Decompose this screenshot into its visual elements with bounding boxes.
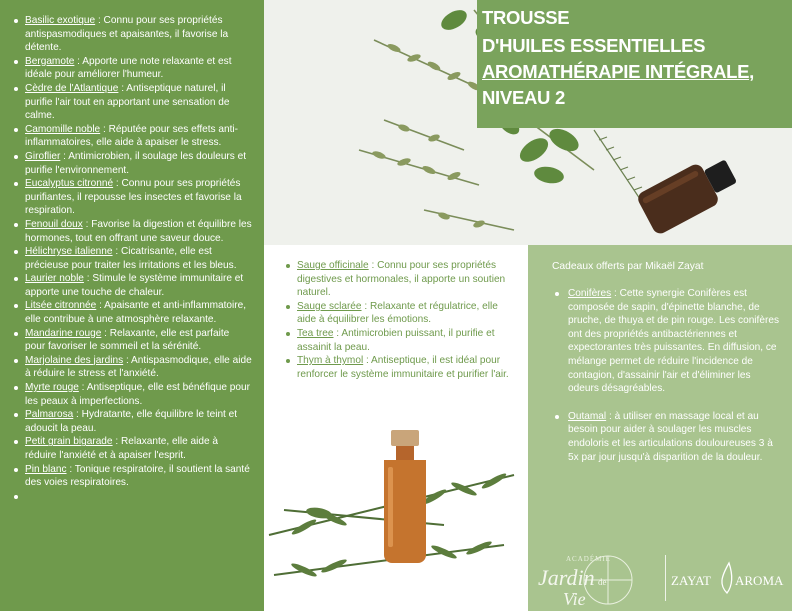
title-line-2: D'HUILES ESSENTIELLES [482,35,706,56]
oil-item [25,408,252,435]
oil-item-name[interactable]: Hélichryse italienne [25,246,113,258]
title-box [477,0,792,128]
oil-item-name[interactable]: Thym à thymol [297,355,364,367]
oil-item [25,354,252,381]
oil-item-name[interactable]: Camomille noble [25,123,101,135]
svg-text:AROMA: AROMA [735,573,784,588]
gift-item-name[interactable]: Conifères [568,288,612,299]
logo-divider [665,555,666,601]
oil-item-name[interactable]: Sauge sclarée [297,300,362,312]
oil-item-name[interactable]: Pin blanc [25,463,67,475]
svg-text:de: de [598,577,607,587]
oil-item-desc: : Antimicrobien puissant, il purifie et assainit la peau. [297,327,495,353]
oil-list [0,0,264,490]
gift-list [568,287,784,464]
oil-item-desc: : Apaisante et anti-inflammatoire, elle contribue à une atmosphère relaxante. [25,300,247,326]
oil-item-desc: : Antiseptique naturel, il purifie l'air tout en apportant une sensation de calme. [25,82,230,122]
oil-item-name[interactable]: Cèdre de l'Atlantique [25,82,119,94]
oil-item-desc: : Favorise la digestion et équilibre les hormones, tout en offrant une saveur douce. [25,218,252,244]
oil-item-desc: : Hydratante, elle équilibre le teint et adoucit la peau. [25,409,238,434]
gift-heading: Cadeaux offerts par Mikaël Zayat [552,261,704,272]
oil-item [25,299,252,326]
oil-item-name[interactable]: Petit grain bigarade [25,436,113,448]
oil-item-name[interactable]: Giroflier [25,150,61,162]
oil-item-name[interactable]: Basilic exotique [25,15,96,26]
oil-item-desc: : Connu pour ses propriétés purifiantes, il repousse les insectes et favorise la respiration. [25,178,242,217]
middle-panel [264,245,528,611]
gift-item-desc: : à utiliser en massage local et au besoin pour aider à soulager les muscles endoloris et les articulations douloureuses 3 à 5x par jour jusqu'à disparition de la douleur. [568,410,773,463]
oil-item-desc: : Relaxante et régulatrice, elle aide à équilibrer les émotions. [297,300,498,326]
oil-item-desc: : Antiseptique, elle est bénéfique pour les peaux à imperfections. [25,382,251,407]
oil-item [25,150,252,177]
oil-item [25,463,252,490]
oil-item-desc: : Cicatrisante, elle est précieuse pour traiter les irritations et les bleus. [25,246,237,271]
oil-item-name[interactable]: Litsée citronnée [25,300,97,312]
gift-item-desc: : Cette synergie Conifères est composée de sapin, d'épinette blanche, de pruche, de thuya et de pin rouge. Les conifères ont des propriétés antibactériennes et expectorantes très puissantes. En diffusion, ce mélange permet de réduire l'incidence de contagion, d'assainir l'air et d'éliminer les odeurs désagréables. [568,288,779,395]
oil-item-desc: : Apporte une note relaxante et est idéale pour améliorer l'humeur. [25,55,232,81]
title-line-4: NIVEAU 2 [482,87,565,108]
oil-item [25,55,252,82]
oil-item-desc: : Stimule le système immunitaire et apporte une touche de chaleur. [25,273,244,298]
oil-item [297,300,510,327]
oil-item-desc: : Réputée pour ses effets anti-inflammatoires, elle aide à apaiser le stress. [25,123,239,149]
gift-item [568,287,784,396]
oil-item-desc: : Connu pour ses propriétés digestives et hormonales, il apporte un soutien naturel. [297,260,506,299]
oil-item [25,381,252,408]
oil-item-name[interactable]: Laurier noble [25,273,84,285]
oil-item-name[interactable]: Tea tree [297,327,334,339]
oil-item [25,218,252,245]
oil-item [25,123,252,150]
svg-text:ACADÉMIE: ACADÉMIE [566,555,611,563]
svg-text:ZAYAT: ZAYAT [671,573,711,588]
svg-text:Jardin: Jardin [538,565,595,590]
oil-item [25,272,252,299]
oil-item-name[interactable]: Sauge officinale [297,260,369,271]
oil-item [25,435,252,462]
oil-item-desc: : Tonique respiratoire, il soutient la santé des voies respiratoires. [25,463,250,489]
oil-item-desc: : Connu pour ses propriétés antispasmodiques et apaisantes, il favorise la détente. [25,15,229,54]
title-line-1: TROUSSE [482,7,570,28]
oil-item [297,354,510,381]
oil-item-name[interactable]: Myrte rouge [25,382,79,394]
oil-item-desc: : Relaxante, elle est parfaite pour favoriser le sommeil et la sérénité. [25,327,230,353]
oil-item-desc: : Antimicrobien, il soulage les douleurs et purifie l'environnement. [25,150,247,176]
oil-item-name[interactable]: Fenouil doux [25,218,83,230]
bottle-rosemary-illustration [264,415,528,615]
oil-item [25,245,252,272]
title-line-3: AROMATHÉRAPIE INTÉGRALE, [482,61,755,82]
oil-item-name[interactable]: Marjolaine des jardins [25,354,124,366]
left-panel [0,0,264,611]
gift-panel [528,245,792,611]
oil-item-name[interactable]: Mandarine rouge [25,327,102,339]
oil-list-continued [264,245,528,381]
oil-item [25,177,252,218]
svg-text:Vie: Vie [563,589,586,609]
oil-item [25,327,252,354]
academie-jardin-de-vie-logo [528,545,663,611]
oil-item [297,327,510,354]
zayat-aroma-logo [671,555,791,605]
oil-item [297,259,510,300]
oil-item-name[interactable]: Eucalyptus citronné [25,178,114,190]
oil-item-desc: : Antiseptique, il est idéal pour renforcer le système immunitaire et purifier l'air. [297,355,509,380]
oil-item-desc: : Antispasmodique, elle aide à réduire le stress et l'anxiété. [25,354,252,380]
oil-item-desc: : Relaxante, elle aide à réduire l'anxiété et à apaiser l'esprit. [25,436,219,461]
oil-item [25,14,252,55]
gift-item [568,410,784,464]
oil-item-name[interactable]: Bergamote [25,55,75,67]
oil-item-name[interactable]: Palmarosa [25,409,74,421]
oil-item [25,82,252,123]
gift-item-name[interactable]: Outamal [568,410,607,422]
